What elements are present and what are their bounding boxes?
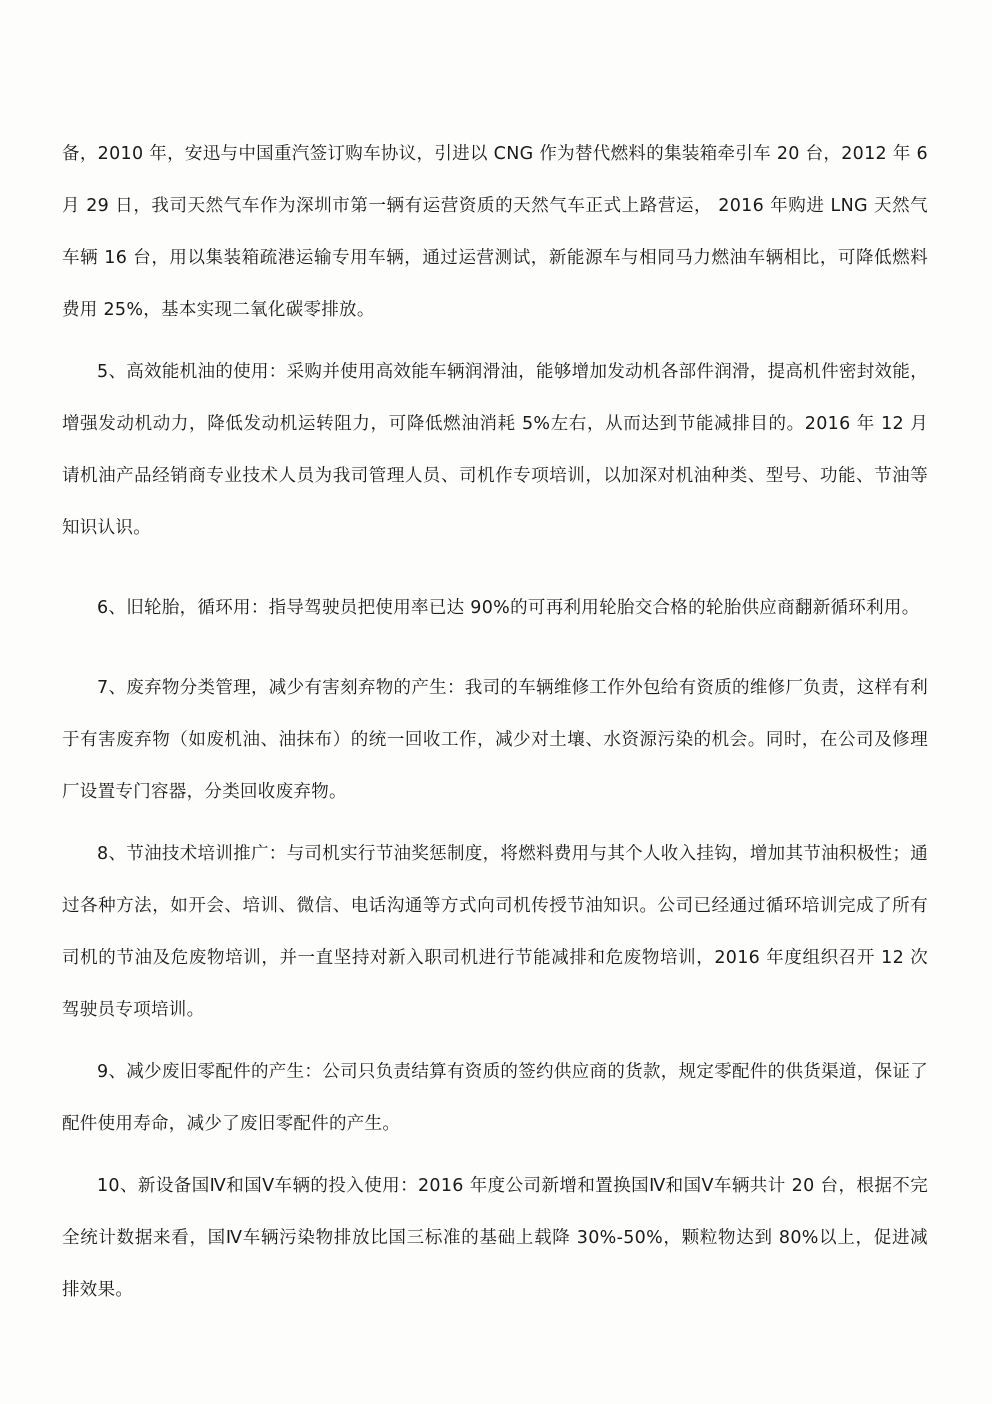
paragraph-item-9-spare-parts: 9、减少废旧零配件的产生：公司只负责结算有资质的签约供应商的货款，规定零配件的供货渠道，保证了配件使用寿命，减少了废旧零配件的产生。 [62,1062,928,1134]
paragraph-item-8-training: 8、节油技术培训推广：与司机实行节油奖惩制度，将燃料费用与其个人收入挂钩，增加其节油积极性；通过各种方法，如开会、培训、微信、电话沟通等方式向司机传授节油知识。公司已经通过循环培训完成了所有司机的节油及危废物培训，并一直坚持对新入职司机进行节能减排和危废物培训，2016 年度组织召开 12 次驾驶员专项培训。 [62,844,928,1020]
paragraph-item-7-waste: 7、废弃物分类管理，减少有害刻弃物的产生：我司的车辆维修工作外包给有资质的维修厂负责，这样有利于有害废弃物（如废机油、油抹布）的统一回收工作，减少对土壤、水资源污染的机会。同时，在公司及修理厂设置专门容器，分类回收废弃物。 [62,678,928,802]
paragraph-item-5-engine-oil: 5、高效能机油的使用：采购并使用高效能车辆润滑油，能够增加发动机各部件润滑，提高机件密封效能，增强发动机动力，降低发动机运转阻力，可降低燃油消耗 5%左右，从而达到节能减排目的。2016 年 12 月请机油产品经销商专业技术人员为我司管理人员、司机作专项培训，以加深对机油种类、型号、功能、节油等知识认识。 [62,362,928,538]
paragraph-item-10-new-vehicles: 10、新设备国Ⅳ和国Ⅴ车辆的投入使用：2016 年度公司新增和置换国Ⅳ和国Ⅴ车辆共计 20 台，根据不完全统计数据来看，国Ⅳ车辆污染物排放比国三标准的基础上载降 30%-50%，颗粒物达到 80%以上，促进减排效果。 [62,1176,928,1300]
paragraph-item-6-tires: 6、旧轮胎，循环用：指导驾驶员把使用率已达 90%的可再利用轮胎交合格的轮胎供应商翻新循环利用。 [97,598,920,618]
document-body [62,128,928,1316]
paragraph-cng-vehicles: 备，2010 年，安迅与中国重汽签订购车协议，引进以 CNG 作为替代燃料的集装箱牵引车 20 台，2012 年 6 月 29 日，我司天然气车作为深圳市第一辆有运营资质的天然气车正式上路营运， 2016 年购进 LNG 天然气车辆 16 台，用以集装箱疏港运输专用车辆，通过运营测试，新能源车与相同马力燃油车辆相比，可降低燃料费用 25%，基本实现二氧化碳零排放。 [62,144,928,320]
